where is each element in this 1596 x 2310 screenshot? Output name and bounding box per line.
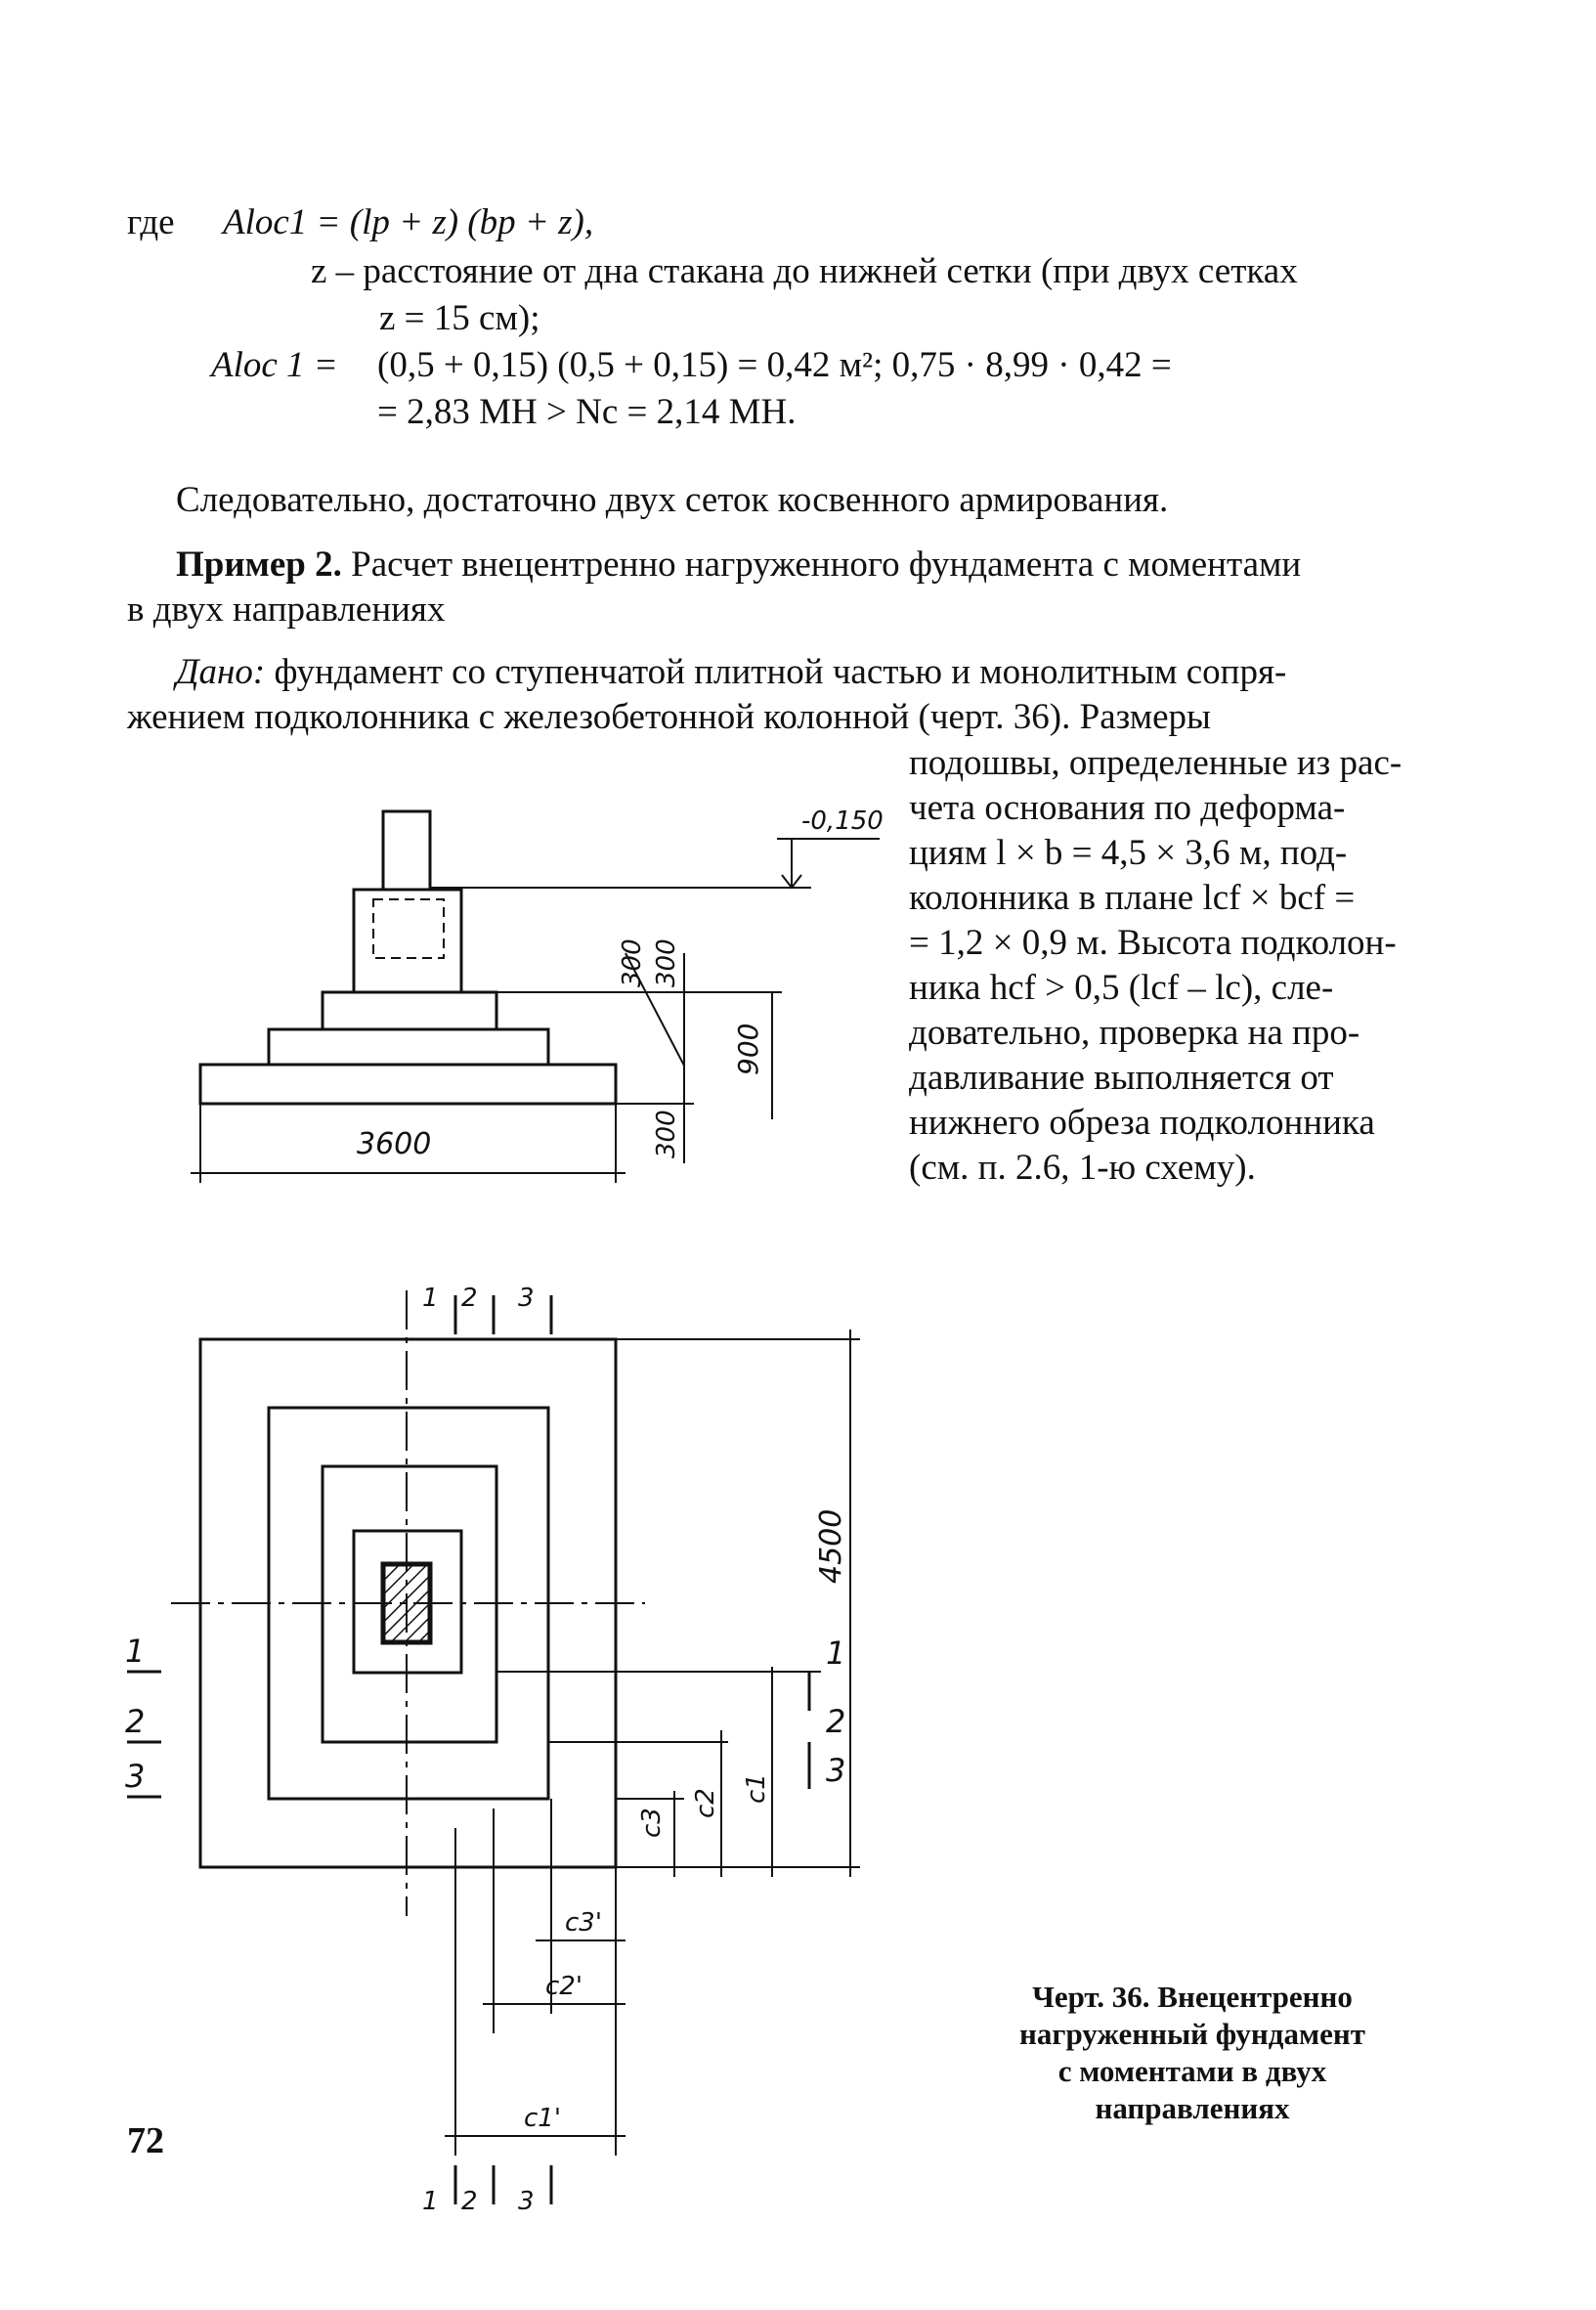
- plan-section-bottom-1: 1: [422, 2187, 439, 2216]
- plan-section-right-3: 3: [826, 1752, 846, 1789]
- given-side-line: чета основания по деформа-: [909, 788, 1346, 828]
- caption-line: с моментами в двух: [1057, 2054, 1327, 2088]
- plan-section-top-1: 1: [422, 1284, 439, 1313]
- formula-where-label: где: [127, 202, 175, 242]
- elevation-dim-step-mid: 300: [652, 938, 681, 987]
- plan-section-right-1: 1: [826, 1634, 846, 1672]
- given-label: Дано:: [176, 652, 266, 692]
- example-title-line2: в двух направлениях: [127, 589, 446, 630]
- given-side-line: (см. п. 2.6, 1-ю схему).: [909, 1148, 1256, 1188]
- given-line2: жением подколонника с железобетонной колонной (черт. 36). Размеры: [127, 697, 1211, 737]
- given-side-line: колонника в плане lcf × bcf =: [909, 878, 1356, 918]
- formula-aloc1: Aloc1 = (lp + z) (bp + z),: [223, 202, 594, 242]
- given-side-line: нижнего обреза подколонника: [909, 1103, 1375, 1143]
- plan-section-bottom-3: 3: [518, 2187, 535, 2216]
- plan-section-left-2: 2: [125, 1703, 146, 1740]
- figure-caption: [977, 1979, 1407, 2127]
- elevation-level-mark: -0,150: [801, 806, 884, 836]
- given-side-line: циям l × b = 4,5 × 3,6 м, под-: [909, 833, 1348, 873]
- given-side-line: ника hcf > 0,5 (lcf – lc), сле-: [909, 968, 1334, 1008]
- plan-dim-c1-prime: c1': [524, 2104, 561, 2133]
- given-side-line: довательно, проверка на про-: [909, 1013, 1360, 1053]
- elevation-width-dim: 3600: [357, 1127, 432, 1161]
- conclusion-text: Следовательно, достаточно двух сеток косвенного армирования.: [176, 480, 1169, 520]
- given-side-line: подошвы, определенные из рас-: [909, 743, 1402, 783]
- given-side-line: давливание выполняется от: [909, 1058, 1334, 1098]
- page-number: 72: [127, 2120, 164, 2161]
- plan-section-bottom-2: 2: [461, 2187, 478, 2216]
- example-label: Пример 2.: [176, 545, 342, 585]
- given-side-line: = 1,2 × 0,9 м. Высота подколон-: [909, 923, 1397, 963]
- elevation-dim-total: 900: [732, 1023, 764, 1075]
- plan-dim-c3: c3: [637, 1808, 667, 1838]
- formula-z-value: z = 15 см);: [379, 298, 540, 338]
- formula-result: = 2,83 МН > Nc = 2,14 МН.: [377, 392, 797, 432]
- formula-aloc1-rhs: (0,5 + 0,15) (0,5 + 0,15) = 0,42 м²; 0,75 · 8,99 · 0,42 =: [377, 345, 1172, 385]
- elevation-dim-bottom: 300: [652, 1110, 681, 1158]
- plan-dim-c2-prime: c2': [545, 1972, 582, 2001]
- formula-aloc1-lhs: Aloc 1 =: [211, 345, 338, 385]
- plan-dim-c3-prime: c3': [565, 1908, 602, 1938]
- plan-section-left-3: 3: [125, 1758, 146, 1795]
- plan-dim-c1: c1: [742, 1773, 771, 1804]
- example-title-line1: Расчет внецентренно нагруженного фундамента с моментами: [351, 545, 1302, 585]
- plan-dim-c2: c2: [691, 1788, 720, 1818]
- elevation-dim-step-top: 300: [618, 938, 647, 987]
- caption-line: нагруженный фундамент: [1019, 2017, 1365, 2051]
- plan-section-top-3: 3: [518, 1284, 535, 1313]
- caption-line: направлениях: [1095, 2091, 1290, 2125]
- plan-section-left-1: 1: [125, 1633, 146, 1670]
- plan-dim-length: 4500: [814, 1508, 848, 1584]
- formula-z-definition: z – расстояние от дна стакана до нижней сетки (при двух сетках: [311, 251, 1298, 291]
- plan-section-right-2: 2: [826, 1703, 846, 1740]
- caption-line: Черт. 36. Внецентренно: [1032, 1980, 1353, 2014]
- plan-section-top-2: 2: [461, 1284, 478, 1313]
- given-line1-text: фундамент со ступенчатой плитной частью и монолитным сопря-: [274, 652, 1287, 692]
